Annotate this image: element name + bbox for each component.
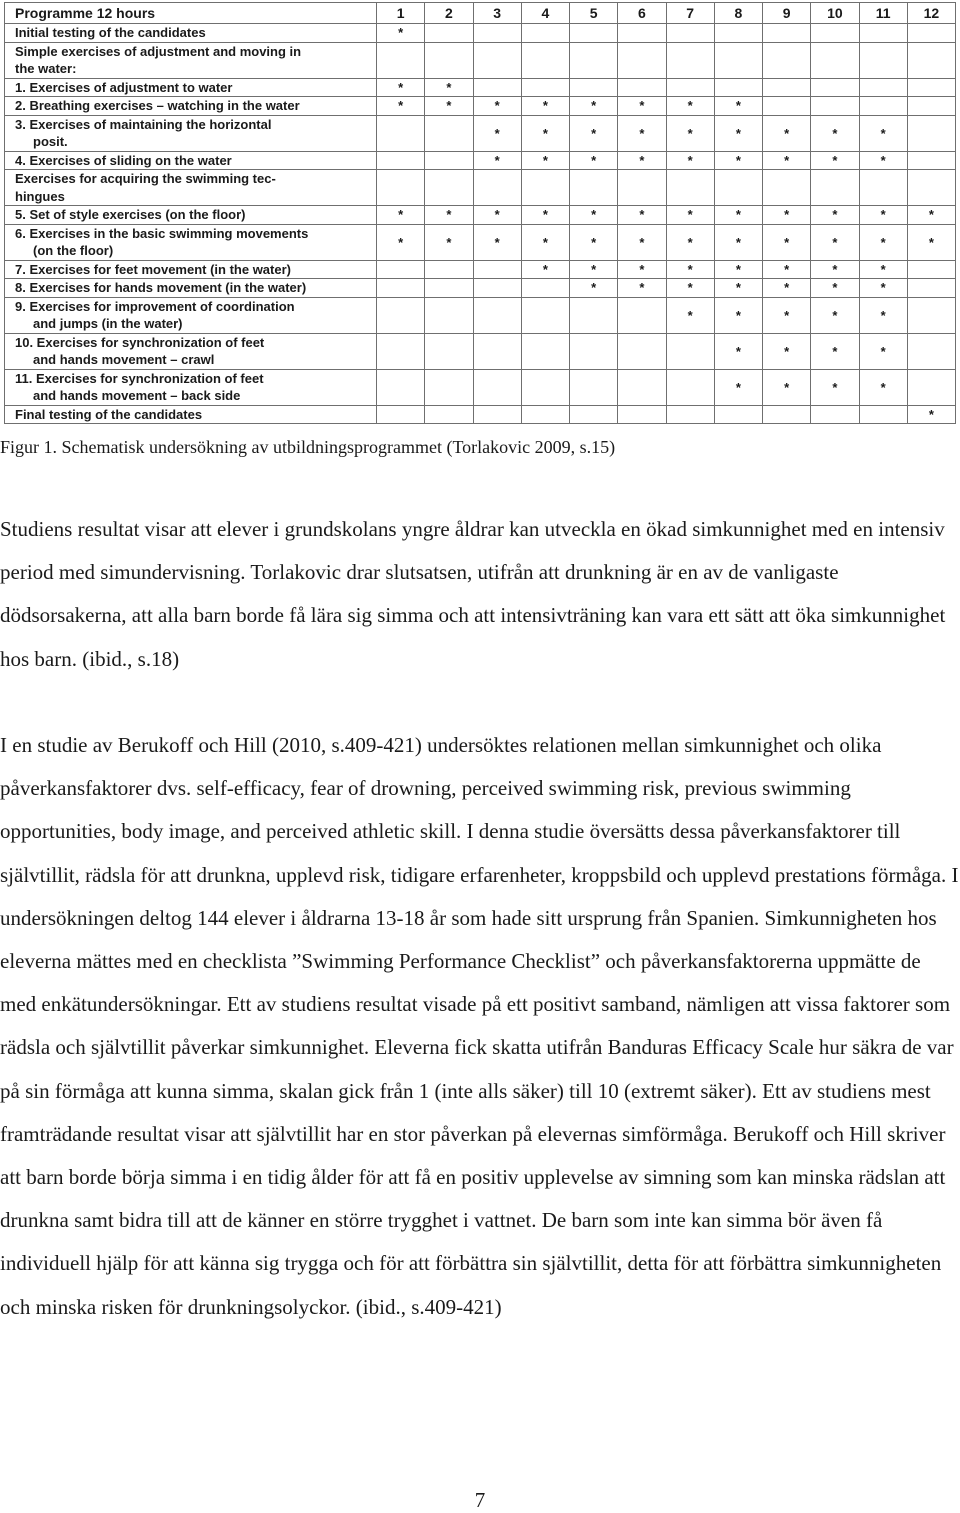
session-mark: * — [714, 333, 762, 369]
session-cell — [618, 297, 666, 333]
session-mark: * — [473, 151, 521, 170]
session-cell — [811, 97, 859, 116]
session-mark: * — [473, 115, 521, 151]
session-mark: * — [763, 369, 811, 405]
table-row — [5, 115, 956, 151]
session-cell — [521, 369, 569, 405]
session-cell — [473, 369, 521, 405]
session-mark: * — [763, 297, 811, 333]
session-cell — [377, 260, 425, 279]
row-label-line: the water: — [15, 61, 77, 76]
session-mark: * — [811, 260, 859, 279]
row-label — [5, 369, 377, 405]
session-mark: * — [521, 115, 569, 151]
session-cell — [425, 24, 473, 43]
session-cell — [859, 405, 907, 424]
session-mark: * — [377, 206, 425, 225]
session-mark: * — [763, 279, 811, 298]
session-cell — [377, 297, 425, 333]
session-mark: * — [811, 224, 859, 260]
row-label-line: 9. Exercises for improvement of coordination — [15, 298, 295, 314]
row-label — [5, 78, 377, 97]
session-cell — [811, 170, 859, 206]
session-cell — [521, 24, 569, 43]
table-row — [5, 369, 956, 405]
session-cell — [473, 279, 521, 298]
row-label — [5, 151, 377, 170]
column-header: 12 — [907, 3, 955, 24]
row-label — [5, 170, 377, 206]
table-row — [5, 42, 956, 78]
session-mark: * — [859, 279, 907, 298]
session-mark: * — [618, 279, 666, 298]
session-cell — [859, 78, 907, 97]
session-mark: * — [859, 369, 907, 405]
row-label-line: (on the floor) — [33, 243, 114, 258]
session-cell — [377, 170, 425, 206]
session-cell — [425, 260, 473, 279]
session-cell — [811, 78, 859, 97]
session-cell — [763, 78, 811, 97]
row-label — [5, 297, 377, 333]
session-mark: * — [666, 279, 714, 298]
row-label-line: Final testing of the candidates — [15, 406, 203, 422]
session-cell — [425, 115, 473, 151]
session-cell — [907, 78, 955, 97]
session-mark: * — [811, 206, 859, 225]
row-label-line: and hands movement – crawl — [33, 352, 215, 367]
session-cell — [570, 405, 618, 424]
session-mark: * — [618, 151, 666, 170]
session-cell — [618, 369, 666, 405]
body-paragraph-1: Studiens resultat visar att elever i grundskolans yngre åldrar kan utveckla en ökad simkunnighet med en intensiv period med simundervisning. Torlakovic drar slutsatsen, utifrån att drunkning är en av de vanligaste dödsorsakerna, att alla barn borde få lära sig simma och att intensivträning kan vara ett sätt att öka simkunnighet hos barn. (ibid., s.18) — [0, 517, 946, 671]
column-header: 4 — [521, 3, 569, 24]
session-cell — [618, 333, 666, 369]
column-header: 11 — [859, 3, 907, 24]
session-cell — [473, 42, 521, 78]
session-mark: * — [763, 224, 811, 260]
session-cell — [714, 42, 762, 78]
session-mark: * — [521, 97, 569, 116]
session-mark: * — [811, 333, 859, 369]
row-label-line: 8. Exercises for hands movement (in the water) — [15, 280, 307, 295]
session-cell — [377, 279, 425, 298]
table-row — [5, 333, 956, 369]
session-mark: * — [618, 260, 666, 279]
row-label — [5, 42, 377, 78]
session-mark: * — [377, 78, 425, 97]
session-cell — [521, 42, 569, 78]
session-mark: * — [859, 115, 907, 151]
session-cell — [811, 405, 859, 424]
row-label-line: 7. Exercises for feet movement (in the water) — [15, 261, 291, 277]
session-cell — [425, 170, 473, 206]
session-mark: * — [570, 151, 618, 170]
session-mark: * — [666, 206, 714, 225]
figure-caption: Figur 1. Schematisk undersökning av utbildningsprogrammet (Torlakovic 2009, s.15) — [0, 437, 616, 457]
session-mark: * — [570, 206, 618, 225]
session-cell — [618, 78, 666, 97]
session-cell — [714, 24, 762, 43]
session-mark: * — [714, 151, 762, 170]
row-label-line: Simple exercises of adjustment and moving in — [15, 43, 302, 59]
session-mark: * — [714, 206, 762, 225]
session-mark: * — [425, 78, 473, 97]
session-mark: * — [666, 115, 714, 151]
session-cell — [377, 115, 425, 151]
session-cell — [377, 405, 425, 424]
programme-table — [4, 2, 956, 424]
session-cell — [521, 279, 569, 298]
session-cell — [714, 405, 762, 424]
session-cell — [859, 170, 907, 206]
session-cell — [811, 42, 859, 78]
session-cell — [907, 115, 955, 151]
session-cell — [907, 369, 955, 405]
session-cell — [521, 297, 569, 333]
session-mark: * — [570, 97, 618, 116]
session-cell — [907, 97, 955, 116]
session-cell — [521, 405, 569, 424]
row-label — [5, 260, 377, 279]
session-cell — [666, 405, 714, 424]
session-cell — [859, 97, 907, 116]
session-mark: * — [570, 224, 618, 260]
session-mark: * — [859, 151, 907, 170]
table-row — [5, 78, 956, 97]
session-cell — [666, 42, 714, 78]
session-mark: * — [859, 224, 907, 260]
table-row — [5, 97, 956, 116]
row-label-line: 4. Exercises of sliding on the water — [15, 152, 232, 168]
session-mark: * — [811, 115, 859, 151]
session-cell — [714, 170, 762, 206]
session-mark: * — [714, 260, 762, 279]
row-label-line: 5. Set of style exercises (on the floor) — [15, 207, 246, 222]
session-mark: * — [666, 297, 714, 333]
row-label-line: posit. — [33, 134, 68, 149]
session-cell — [570, 333, 618, 369]
session-cell — [425, 42, 473, 78]
row-label — [5, 115, 377, 151]
session-mark: * — [714, 97, 762, 116]
session-cell — [714, 78, 762, 97]
session-mark: * — [907, 405, 955, 424]
session-cell — [473, 170, 521, 206]
session-cell — [618, 42, 666, 78]
session-mark: * — [425, 97, 473, 116]
session-cell — [377, 369, 425, 405]
session-cell — [377, 333, 425, 369]
session-cell — [425, 279, 473, 298]
session-cell — [570, 170, 618, 206]
column-header: 9 — [763, 3, 811, 24]
table-header-row — [5, 3, 956, 24]
session-cell — [859, 42, 907, 78]
session-mark: * — [714, 297, 762, 333]
session-cell — [763, 24, 811, 43]
row-label — [5, 279, 377, 298]
session-cell — [425, 297, 473, 333]
session-mark: * — [714, 115, 762, 151]
session-cell — [570, 24, 618, 43]
session-mark: * — [377, 24, 425, 43]
session-mark: * — [907, 224, 955, 260]
session-mark: * — [570, 115, 618, 151]
session-cell — [859, 24, 907, 43]
session-cell — [907, 333, 955, 369]
table-header-label: Programme 12 hours — [5, 3, 377, 24]
table-body — [5, 24, 956, 424]
session-cell — [666, 78, 714, 97]
column-header: 1 — [377, 3, 425, 24]
session-cell — [763, 170, 811, 206]
table-row — [5, 260, 956, 279]
session-cell — [425, 405, 473, 424]
row-label-line: 3. Exercises of maintaining the horizontal — [15, 116, 272, 132]
session-mark: * — [521, 260, 569, 279]
column-header: 5 — [570, 3, 618, 24]
session-mark: * — [618, 97, 666, 116]
session-mark: * — [763, 260, 811, 279]
row-label-line: 10. Exercises for synchronization of feet — [15, 334, 265, 350]
session-cell — [425, 151, 473, 170]
session-cell — [907, 279, 955, 298]
column-header: 10 — [811, 3, 859, 24]
session-cell — [425, 333, 473, 369]
session-mark: * — [811, 369, 859, 405]
session-cell — [377, 42, 425, 78]
session-mark: * — [811, 151, 859, 170]
column-header: 6 — [618, 3, 666, 24]
session-mark: * — [570, 260, 618, 279]
row-label — [5, 333, 377, 369]
session-cell — [473, 260, 521, 279]
table-row — [5, 170, 956, 206]
session-cell — [907, 170, 955, 206]
session-cell — [377, 151, 425, 170]
session-mark: * — [859, 260, 907, 279]
session-cell — [473, 405, 521, 424]
session-mark: * — [666, 151, 714, 170]
session-cell — [618, 405, 666, 424]
table-row — [5, 297, 956, 333]
session-cell — [907, 260, 955, 279]
row-label-line: and hands movement – back side — [33, 388, 241, 403]
row-label-line: 2. Breathing exercises – watching in the water — [15, 98, 300, 113]
row-label-line: hingues — [15, 188, 65, 204]
table-row — [5, 151, 956, 170]
row-label-line: Exercises for acquiring the swimming tec- — [15, 171, 276, 186]
session-cell — [811, 24, 859, 43]
session-cell — [473, 78, 521, 97]
column-header: 7 — [666, 3, 714, 24]
session-cell — [570, 42, 618, 78]
row-label-line: and jumps (in the water) — [33, 316, 183, 331]
session-mark: * — [473, 224, 521, 260]
session-mark: * — [859, 297, 907, 333]
session-mark: * — [666, 224, 714, 260]
page-number: 7 — [474, 1488, 486, 1512]
session-cell — [907, 151, 955, 170]
row-label — [5, 97, 377, 116]
session-cell — [521, 333, 569, 369]
session-cell — [618, 24, 666, 43]
row-label — [5, 224, 377, 260]
column-header: 3 — [473, 3, 521, 24]
row-label-line: 11. Exercises for synchronization of feet — [15, 370, 264, 386]
session-cell — [473, 333, 521, 369]
session-cell — [907, 24, 955, 43]
session-mark: * — [425, 224, 473, 260]
session-cell — [570, 297, 618, 333]
session-cell — [763, 42, 811, 78]
table-row — [5, 24, 956, 43]
session-mark: * — [473, 206, 521, 225]
session-cell — [570, 369, 618, 405]
row-label-line: 1. Exercises of adjustment to water — [15, 79, 233, 95]
session-mark: * — [666, 260, 714, 279]
session-cell — [521, 78, 569, 97]
session-cell — [907, 297, 955, 333]
row-label — [5, 206, 377, 225]
session-cell — [763, 97, 811, 116]
session-cell — [521, 170, 569, 206]
table-row — [5, 279, 956, 298]
session-mark: * — [714, 279, 762, 298]
session-mark: * — [811, 297, 859, 333]
session-cell — [907, 42, 955, 78]
session-mark: * — [859, 333, 907, 369]
row-label-line: 6. Exercises in the basic swimming movements — [15, 225, 309, 241]
session-mark: * — [521, 224, 569, 260]
session-cell — [666, 333, 714, 369]
session-mark: * — [714, 369, 762, 405]
session-mark: * — [714, 224, 762, 260]
session-cell — [618, 170, 666, 206]
session-cell — [763, 405, 811, 424]
session-mark: * — [907, 206, 955, 225]
session-mark: * — [618, 115, 666, 151]
session-mark: * — [377, 97, 425, 116]
table-row — [5, 405, 956, 424]
session-mark: * — [811, 279, 859, 298]
session-mark: * — [618, 224, 666, 260]
session-cell — [666, 170, 714, 206]
session-mark: * — [763, 333, 811, 369]
session-cell — [473, 297, 521, 333]
session-cell — [666, 24, 714, 43]
column-header: 8 — [714, 3, 762, 24]
row-label-line: Initial testing of the candidates — [15, 25, 206, 40]
session-mark: * — [763, 206, 811, 225]
session-mark: * — [377, 224, 425, 260]
session-mark: * — [618, 206, 666, 225]
column-header: 2 — [425, 3, 473, 24]
table-row — [5, 206, 956, 225]
session-mark: * — [521, 206, 569, 225]
session-cell — [425, 369, 473, 405]
session-mark: * — [859, 206, 907, 225]
session-mark: * — [425, 206, 473, 225]
session-cell — [473, 24, 521, 43]
session-mark: * — [570, 279, 618, 298]
session-cell — [666, 369, 714, 405]
session-mark: * — [763, 151, 811, 170]
session-mark: * — [666, 97, 714, 116]
row-label — [5, 405, 377, 424]
table-row — [5, 224, 956, 260]
session-mark: * — [521, 151, 569, 170]
body-paragraph-2: I en studie av Berukoff och Hill (2010, s.409-421) undersöktes relationen mellan simkunnighet och olika påverkansfaktorer dvs. self-efficacy, fear of drowning, perceived swimming risk, previous swimming opportunities, body image, and perceived athletic skill. I denna studie översätts dessa påverkansfaktorer till självtillit, rädsla för att drunkna, upplevd risk, tidigare erfarenheter, kroppsbild och upplevd prestations förmåga. I undersökningen deltog 144 elever i åldrarna 13-18 år som hade sitt ursprung från Spanien. Simkunnigheten hos eleverna mättes med en checklista ”Swimming Performance Checklist” och påverkansfaktorerna uppmätte de med enkätundersökningar. Ett av studiens resultat visade på ett positivt samband, nämligen att vissa faktorer som rädsla och självtillit påverkar simkunnighet. Eleverna fick skatta utifrån Banduras Efficacy Scale hur säkra de var på sin förmåga att kunna simma, skalan gick från 1 (inte alls säker) till 10 (extremt säker). Ett av studiens mest framträdande resultat visar att självtillit har en stor påverkan på elevernas simförmåga. Berukoff och Hill skriver att barn borde börja simma i en tidig ålder för att få en positiv upplevelse av simning som kan minska rädslan att drunkna samt bidra till att de känner en större trygghet i vattnet. De barn som inte kan simma bör även få individuell hjälp för att känna sig trygga och för att förbättra sin självtillit, detta för att förbättra simkunnigheten och minska risken för drunkningsolyckor. (ibid., s.409-421) — [0, 733, 959, 1319]
session-cell — [570, 78, 618, 97]
session-mark: * — [763, 115, 811, 151]
session-mark: * — [473, 97, 521, 116]
row-label — [5, 24, 377, 43]
